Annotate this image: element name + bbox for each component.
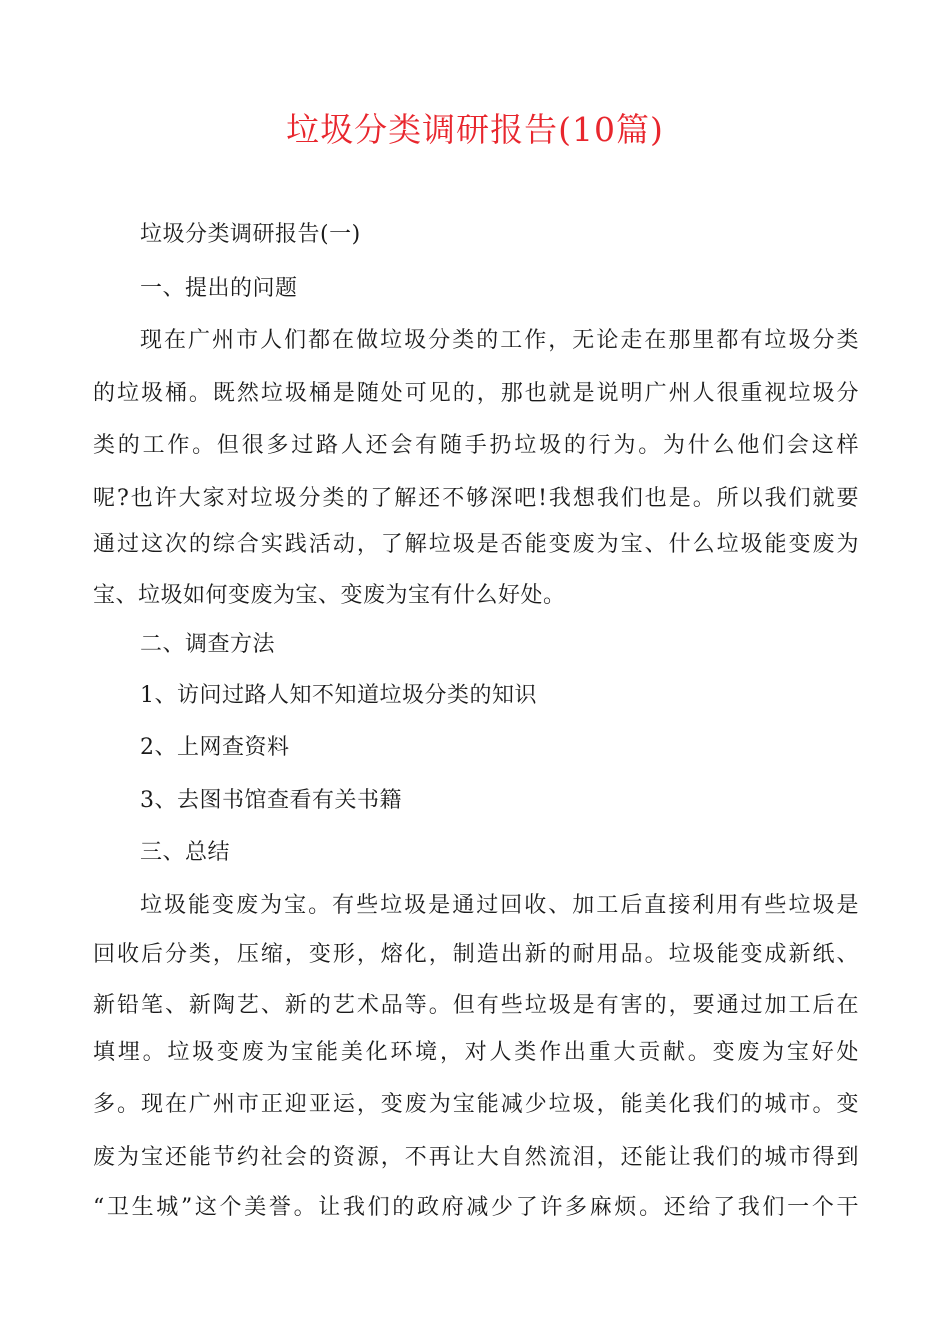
paragraph-line: 回收后分类，压缩，变形，熔化，制造出新的耐用品。垃圾能变成新纸、 — [93, 942, 859, 967]
paragraph-line: 宝、垃圾如何变废为宝、变废为宝有什么好处。 — [93, 583, 566, 608]
paragraph-line: 填埋。垃圾变废为宝能美化环境，对人类作出重大贡献。变废为宝好处 — [93, 1040, 859, 1065]
document-title: 垃圾分类调研报告(10篇) — [286, 110, 664, 149]
paragraph-line: 的垃圾桶。既然垃圾桶是随处可见的，那也就是说明广州人很重视垃圾分 — [93, 381, 859, 406]
list-item: 1、访问过路人知不知道垃圾分类的知识 — [140, 683, 537, 708]
paragraph-line: “卫生城”这个美誉。让我们的政府减少了许多麻烦。还给了我们一个干 — [93, 1195, 859, 1220]
paragraph-line: 新铅笔、新陶艺、新的艺术品等。但有些垃圾是有害的，要通过加工后在 — [93, 993, 859, 1018]
paragraph-line: 现在广州市人们都在做垃圾分类的工作，无论走在那里都有垃圾分类 — [140, 328, 859, 353]
section-heading-problem: 一、提出的问题 — [140, 276, 298, 301]
paragraph-line: 通过这次的综合实践活动，了解垃圾是否能变废为宝、什么垃圾能变废为 — [93, 532, 859, 557]
list-item: 2、上网查资料 — [140, 735, 290, 760]
section-heading-summary: 三、总结 — [140, 840, 231, 865]
paragraph-line: 垃圾能变废为宝。有些垃圾是通过回收、加工后直接利用有些垃圾是 — [140, 893, 859, 918]
list-item: 3、去图书馆查看有关书籍 — [140, 788, 402, 813]
paragraph-line: 类的工作。但很多过路人还会有随手扔垃圾的行为。为什么他们会这样 — [93, 433, 859, 458]
section-heading-method: 二、调查方法 — [140, 632, 276, 657]
paragraph-line: 多。现在广州市正迎亚运，变废为宝能减少垃圾，能美化我们的城市。变 — [93, 1092, 859, 1117]
report-subtitle: 垃圾分类调研报告(一) — [140, 222, 361, 247]
paragraph-line: 呢?也许大家对垃圾分类的了解还不够深吧!我想我们也是。所以我们就要 — [93, 486, 859, 511]
paragraph-line: 废为宝还能节约社会的资源，不再让大自然流泪，还能让我们的城市得到 — [93, 1145, 859, 1170]
